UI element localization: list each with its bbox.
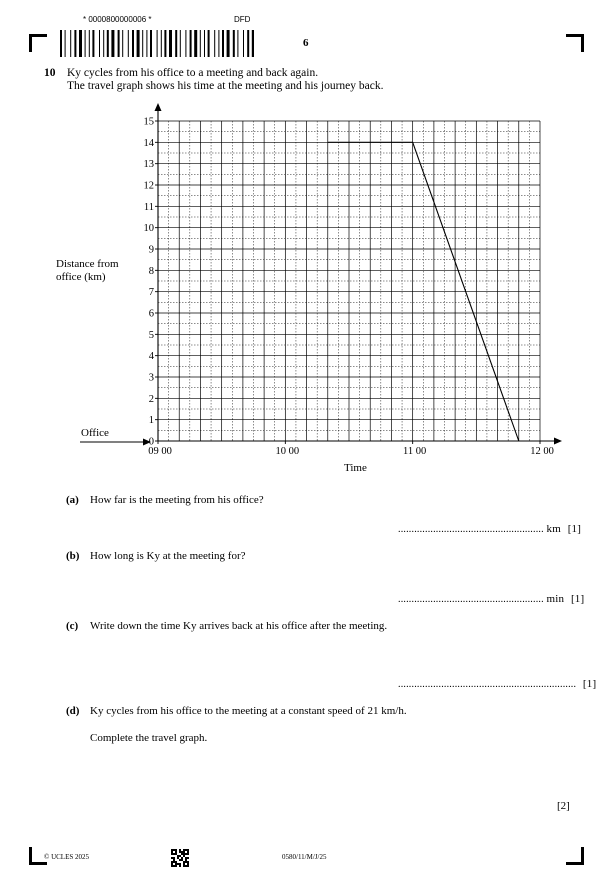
barcode-bar	[103, 30, 104, 57]
part-a-label: (a)	[66, 494, 79, 506]
part-c-question	[66, 620, 387, 632]
part-b-question	[66, 550, 246, 562]
barcode-bar	[237, 30, 238, 57]
qr-module	[187, 849, 189, 851]
qr-module	[173, 857, 175, 859]
barcode-bar	[175, 30, 177, 57]
qr-module	[171, 863, 173, 865]
question-number: 10	[44, 67, 56, 79]
barcode-bar	[137, 30, 140, 57]
y-tick-label: 1	[148, 415, 154, 427]
barcode-bar	[107, 30, 109, 57]
qr-module	[187, 853, 189, 855]
qr-module	[187, 857, 189, 859]
x-axis-label: Time	[344, 462, 367, 474]
x-tick-label: 09 00	[148, 446, 172, 457]
qr-module	[185, 861, 187, 863]
barcode-bar	[150, 30, 152, 57]
corner-mark-bottom-left-v	[29, 847, 32, 865]
part-b-marks: [1]	[570, 593, 585, 605]
y-tick-label: 9	[148, 244, 154, 256]
candidate-code: * 0000800000006 *	[83, 15, 152, 24]
qr-module	[175, 853, 177, 855]
qr-module	[177, 863, 179, 865]
qr-module	[183, 861, 185, 863]
part-d-question	[66, 705, 407, 717]
qr-module	[179, 855, 181, 857]
y-tick-label: 6	[148, 308, 154, 320]
barcode-bar	[200, 30, 201, 57]
qr-module	[187, 861, 189, 863]
y-axis-arrow	[155, 103, 162, 111]
part-c-answer[interactable]	[398, 678, 596, 690]
copyright: © UCLES 2025	[44, 853, 89, 861]
qr-module	[171, 865, 173, 867]
part-b-label: (b)	[66, 550, 80, 562]
qr-module	[187, 865, 189, 867]
barcode-bar	[190, 30, 192, 57]
y-tick-label: 12	[143, 180, 154, 192]
y-tick-label: 13	[143, 159, 154, 171]
y-tick-label: 2	[148, 393, 154, 405]
qr-module	[175, 863, 177, 865]
barcode-bar	[85, 30, 86, 57]
barcode-bar	[65, 30, 66, 57]
corner-mark-top-left-v	[29, 34, 32, 52]
qr-module	[173, 865, 175, 867]
qr-module	[185, 857, 187, 859]
qr-module	[173, 859, 175, 861]
qr-module	[187, 863, 189, 865]
y-tick-label: 8	[148, 265, 154, 277]
barcode-bar	[92, 30, 94, 57]
y-tick-label: 10	[143, 223, 154, 235]
y-axis-label	[56, 258, 119, 284]
barcode-bar	[247, 30, 249, 57]
part-a-answer[interactable]	[398, 523, 581, 535]
qr-module	[175, 851, 177, 853]
part-c-answer-line[interactable]: ..................................................................	[398, 679, 577, 690]
qr-module	[171, 857, 173, 859]
qr-module	[179, 865, 181, 867]
qr-module	[171, 861, 173, 863]
x-tick-label: 10 00	[275, 446, 300, 457]
y-tick-label: 7	[148, 287, 154, 299]
y-tick-label: 15	[143, 116, 154, 128]
y-tick-label: 14	[143, 137, 154, 149]
qr-module	[185, 853, 187, 855]
qr-module	[171, 853, 173, 855]
part-c-marks: [1]	[582, 678, 597, 690]
qr-module	[183, 851, 185, 853]
qr-module	[181, 851, 183, 853]
barcode-bar	[169, 30, 172, 57]
page-number: 6	[303, 37, 309, 49]
y-tick-label: 11	[143, 201, 154, 213]
qr-module	[175, 849, 177, 851]
qr-module	[179, 859, 181, 861]
qr-module	[185, 849, 187, 851]
qr-module	[183, 853, 185, 855]
qr-module	[171, 851, 173, 853]
barcode-bar	[146, 30, 147, 57]
corner-mark-bottom-right-v	[581, 847, 584, 865]
office-label: Office	[81, 427, 109, 439]
barcode-bar	[164, 30, 166, 57]
barcode-bar	[243, 30, 244, 57]
barcode-bar	[194, 30, 197, 57]
barcode-bar	[60, 30, 62, 57]
qr-module	[187, 851, 189, 853]
part-c-label: (c)	[66, 620, 79, 632]
x-tick-label: 11 00	[403, 446, 427, 457]
qr-module	[173, 853, 175, 855]
barcode-bar	[118, 30, 120, 57]
part-d-instruction: Complete the travel graph.	[90, 732, 208, 744]
barcode-bar	[252, 30, 254, 57]
barcode-bar	[233, 30, 235, 57]
barcode-bar	[185, 30, 186, 57]
qr-module	[181, 853, 183, 855]
barcode-bar	[157, 30, 158, 57]
barcode-bar	[227, 30, 230, 57]
barcode-image	[60, 30, 254, 57]
qr-module	[183, 865, 185, 867]
qr-module	[171, 849, 173, 851]
barcode-bar	[99, 30, 100, 57]
part-a-marks: [1]	[567, 523, 582, 535]
barcode-bar	[79, 30, 82, 57]
qr-module	[185, 865, 187, 867]
qr-module	[179, 851, 181, 853]
part-a-text: How far is the meeting from his office?	[90, 494, 264, 506]
qr-code-image	[171, 849, 189, 867]
part-d-label: (d)	[66, 705, 80, 717]
x-tick-label: 12 00	[530, 446, 554, 457]
y-axis-label-line-2: office (km)	[56, 271, 106, 283]
part-a-unit: km	[546, 523, 561, 535]
part-b-text: How long is Ky at the meeting for?	[90, 550, 246, 562]
part-b-answer-line[interactable]: ......................................................	[398, 594, 544, 605]
y-tick-label: 5	[148, 329, 154, 341]
question-line-1: Ky cycles from his office to a meeting and back again.	[67, 67, 319, 79]
barcode-bar	[222, 30, 224, 57]
barcode-bar	[89, 30, 90, 57]
x-axis-arrow	[554, 438, 562, 445]
part-d-marks: [2]	[557, 800, 570, 812]
part-a-answer-line[interactable]: ......................................................	[398, 524, 544, 535]
qr-module	[179, 849, 181, 851]
travel-graph[interactable]	[120, 70, 570, 460]
barcode-bar	[218, 30, 219, 57]
qr-module	[173, 849, 175, 851]
qr-module	[185, 859, 187, 861]
paper-tag: DFD	[234, 15, 251, 24]
barcode-bar	[142, 30, 143, 57]
qr-module	[177, 855, 179, 857]
qr-module	[183, 849, 185, 851]
barcode-bar	[122, 30, 123, 57]
qr-module	[175, 861, 177, 863]
barcode-bar	[111, 30, 114, 57]
y-tick-label: 3	[148, 372, 154, 384]
part-b-answer[interactable]	[398, 593, 584, 605]
paper-code: 0580/11/M/J/25	[282, 853, 327, 861]
barcode-bar	[70, 30, 71, 57]
corner-mark-top-right-v	[581, 34, 584, 52]
qr-module	[173, 861, 175, 863]
barcode-bar	[180, 30, 181, 57]
part-d-text: Ky cycles from his office to the meeting at a constant speed of 21 km/h.	[90, 705, 407, 717]
qr-module	[181, 857, 183, 859]
qr-module	[183, 855, 185, 857]
qr-module	[183, 863, 185, 865]
qr-module	[177, 857, 179, 859]
qr-module	[175, 865, 177, 867]
y-tick-label: 0	[148, 436, 154, 448]
y-tick-label: 4	[148, 351, 154, 363]
part-c-text: Write down the time Ky arrives back at his office after the meeting.	[90, 620, 388, 632]
barcode-bar	[161, 30, 162, 57]
y-axis-label-line-1: Distance from	[56, 258, 119, 270]
question-line-2: The travel graph shows his time at the meeting and his journey back.	[67, 80, 384, 92]
qr-module	[179, 863, 181, 865]
barcode-bar	[208, 30, 210, 57]
qr-module	[181, 859, 183, 861]
barcode-bar	[132, 30, 134, 57]
barcode-bar	[128, 30, 129, 57]
barcode-bar	[214, 30, 215, 57]
part-b-unit: min	[546, 593, 565, 605]
barcode-bar	[204, 30, 205, 57]
part-a-question	[66, 494, 264, 506]
barcode-bar	[74, 30, 76, 57]
